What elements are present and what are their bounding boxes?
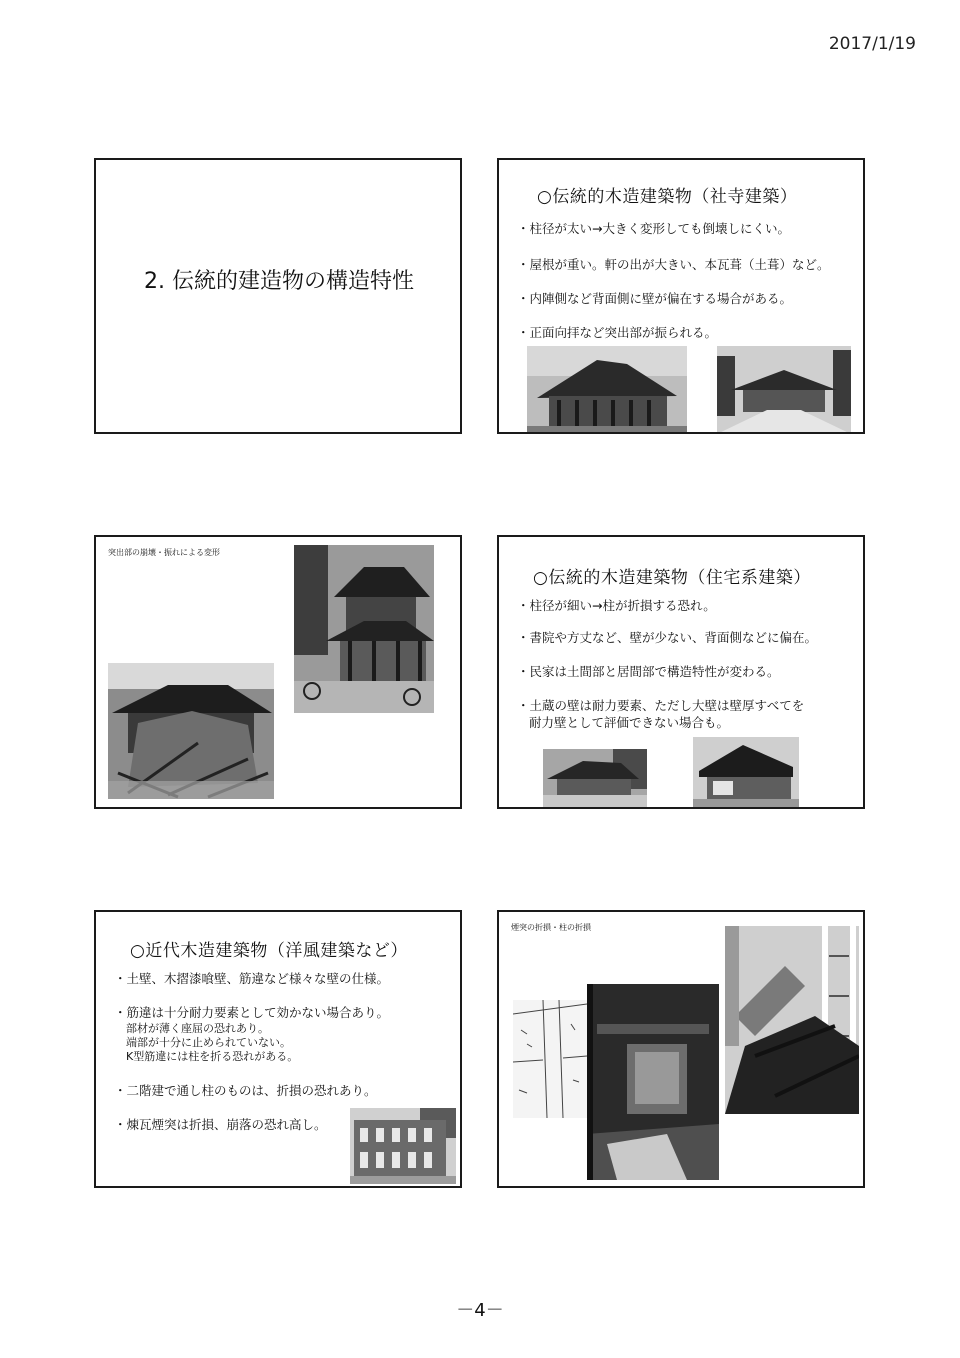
slide-1-title: 2. 伝統的建造物の構造特性 [144,269,414,294]
temple-photo-2 [717,346,851,434]
slide-2-title: ○伝統的木造建築物（社寺建築） [537,187,798,207]
slide-4-bullet-4-cont: 耐力壁として評価できない場合も。 [529,715,730,730]
slide-5-title: ○近代木造建築物（洋風建築など） [130,941,408,961]
slide-2-bullet-3: ・内陣側など背面側に壁が偏在する場合がある。 [517,291,793,306]
slide-1 [94,158,462,434]
house-photo-2 [693,737,799,807]
slide-4-bullet-4: ・土蔵の壁は耐力要素、ただし大壁は壁厚すべてを [517,698,805,713]
slide-5-sub-3: K型筋違には柱を折る恐れがある。 [126,1050,299,1063]
interior-photo [587,984,719,1180]
slide-5-bullet-2: ・筋違は十分耐力要素として効かない場合あり。 [114,1005,390,1020]
slide-4 [497,535,865,809]
slide-4-title: ○伝統的木造建築物（住宅系建築） [533,568,811,588]
collapsed-chimney-photo [725,926,859,1114]
slide-4-bullet-1: ・柱径が細い→柱が折損する恐れ。 [517,598,716,613]
slide-5-bullet-1: ・土壁、木摺漆喰壁、筋違など様々な壁の仕様。 [114,971,390,986]
page-number: －4－ [456,1300,504,1321]
slide-4-bullet-3: ・民家は土間部と居間部で構造特性が変わる。 [517,664,780,679]
temple-photo-1 [527,346,687,434]
slide-6-caption: 煙突の折損・柱の折損 [511,923,591,932]
slide-4-bullet-2: ・書院や方丈など、壁が少ない、背面側などに偏在。 [517,630,818,645]
sketch-drawing [513,1000,587,1118]
slide-5-sub-2: 端部が十分に止められていない。 [126,1036,291,1049]
bell-tower-photo [294,545,434,713]
house-photo-1 [543,749,647,809]
slide-2-bullet-2: ・屋根が重い。軒の出が大きい、本瓦葺（土葺）など。 [517,257,830,272]
slide-3 [94,535,462,809]
slide-5-bullet-4: ・煉瓦煙突は折損、崩落の恐れ高し。 [114,1117,327,1132]
slide-2-bullet-1: ・柱径が太い→大きく変形しても倒壊しにくい。 [517,221,790,236]
slide-6 [497,910,865,1188]
print-date: 2017/1/19 [828,34,916,54]
slide-5 [94,910,462,1188]
western-building-photo [350,1108,456,1184]
collapsed-gate-photo [108,663,274,799]
slide-5-sub-1: 部材が薄く座屈の恐れあり。 [126,1022,269,1035]
slide-2-bullet-4: ・正面向拝など突出部が振られる。 [517,325,718,340]
slide-5-bullet-3: ・二階建で通し柱のものは、折損の恐れあり。 [114,1083,377,1098]
slide-2 [497,158,865,434]
slide-3-caption: 突出部の崩壊・振れによる変形 [108,548,220,557]
